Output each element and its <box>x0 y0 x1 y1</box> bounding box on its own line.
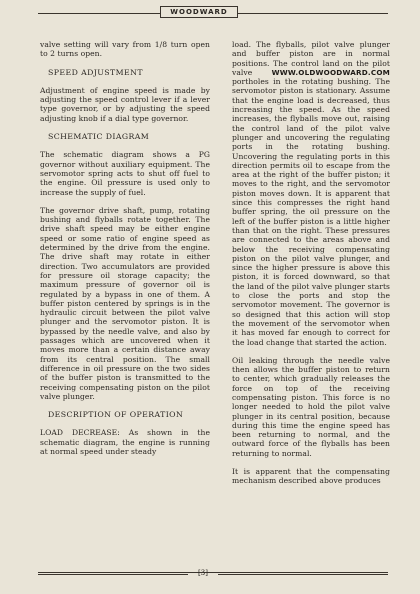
right-paragraph-1-start: load. The flyballs, pilot valve plunger and buffer piston are in normal positions. The control land on the pilot valve <box>232 40 390 77</box>
header-brand: WOODWARD <box>160 6 238 18</box>
watermark-url: WWW.OLDWOODWARD.COM <box>271 67 390 77</box>
body-paragraph: The schematic diagram shows a PG governor without auxiliary equipment. The servomotor spring acts to shut off fuel to the engine. Oil pressure is used only to increase the supply of fuel. <box>40 150 210 197</box>
right-paragraph-1 <box>232 40 390 347</box>
body-paragraph: The governor drive shaft, pump, rotating bushing and flyballs rotate together. The drive shaft speed may be either engine speed or some ratio of engine speed as determined by the drive from the engine. The drive shaft may rotate in either direction. Two accumulators are provided for pressure oil storage capacity; the maximum pressure of governor oil is regulated by a bypass in one of them. A buffer piston centered by springs is in the hydraulic circuit between the pilot valve plunger and the servomotor piston. It is bypassed by the needle valve, and also by passages which are uncovered when it moves more than a certain distance away from its central position. The small difference in oil pressure on the two sides of the buffer piston is transmitted to the receiving compensating piston on the pilot valve plunger. <box>40 205 210 401</box>
right-column <box>232 40 390 495</box>
footer-rule-right <box>218 574 388 575</box>
right-paragraph-1-end: portholes in the rotating bushing. The servomotor piston is stationary. Assume that the engine load is decreased, thus increasing the speed. As the speed increases, the flyballs move out, raising the control land of the pilot valve plunger and uncovering the regulating ports in the rotating bushing. Uncovering the regulating ports in this direction permits oil to escape from the area at the right of the buffer piston; it moves to the right, and the servomotor piston moves down. It is apparent that since this compresses the right hand buffer spring, the oil pressure on the left of the buffer piston is a little higher than that on the right. These pressures are connected to the areas above and below the receiving compensating piston on the pilot valve plunger, and since the higher pressure is above this piston, it is forced downward, so that the land of the pilot valve plunger starts to close the ports and stop the servomotor movement. The governor is so designed that this action will stop the movement of the servomotor when it has moved far enough to correct for the load change that started the action. <box>232 77 390 347</box>
body-paragraph: Adjustment of engine speed is made by adjusting the speed control lever if a lever type governor, or by adjusting the speed adjusting knob if a dial type governor. <box>40 85 210 123</box>
body-paragraph: valve setting will vary from 1/8 turn open to 2 turns open. <box>40 40 210 59</box>
right-paragraph-2: Oil leaking through the needle valve then allows the buffer piston to return to center, which gradually releases the force on top of the receiving compensating piston. This force is no longer needed to hold the pilot valve plunger in its central position, because during this time the engine speed has been returning to normal, and the outward force of the flyballs has been returning to normal. <box>232 355 390 458</box>
section-heading: DESCRIPTION OF OPERATION <box>48 410 184 420</box>
header-rule-left <box>38 13 160 14</box>
section-heading: SCHEMATIC DIAGRAM <box>48 132 150 142</box>
page-number: [3] <box>198 569 208 577</box>
header-rule-right <box>238 13 388 14</box>
left-column <box>40 40 210 465</box>
body-paragraph: LOAD DECREASE: As shown in the schematic diagram, the engine is running at normal speed under steady <box>40 428 210 456</box>
right-paragraph-3: It is apparent that the compensating mechanism described above produces <box>232 467 390 486</box>
footer-rule-left <box>38 574 188 575</box>
section-heading: SPEED ADJUSTMENT <box>48 67 143 77</box>
